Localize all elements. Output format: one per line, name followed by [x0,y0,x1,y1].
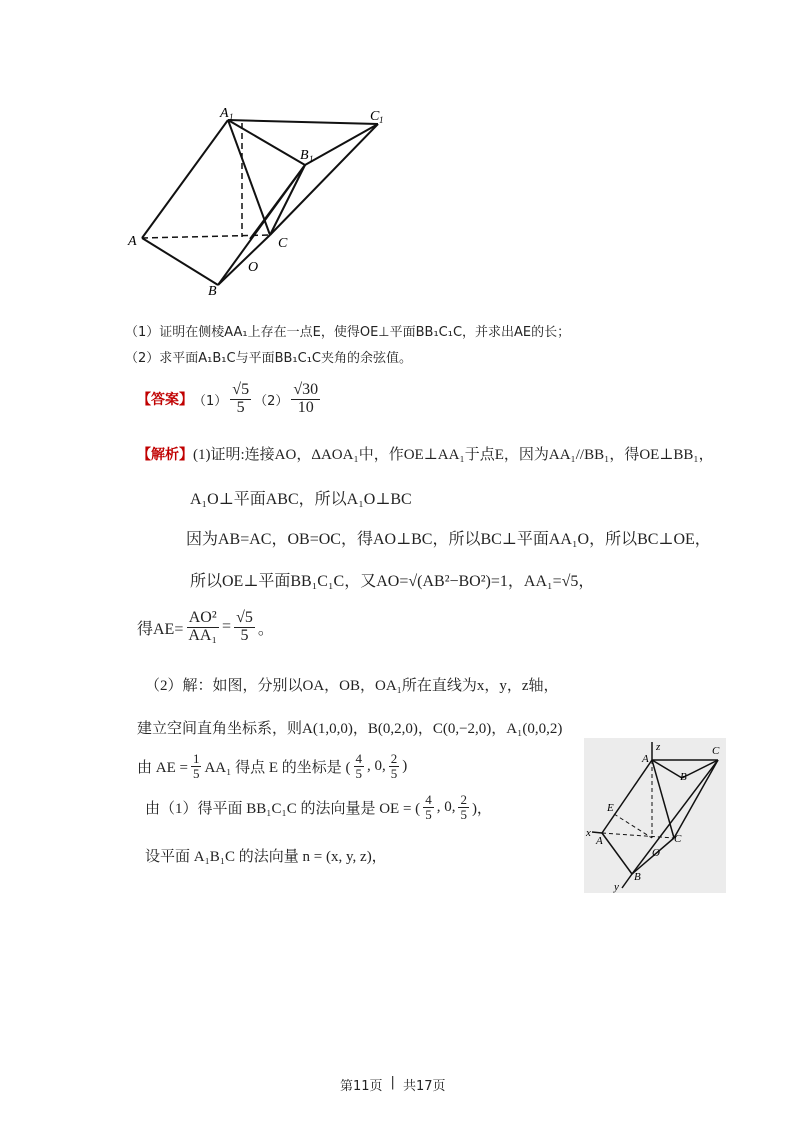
page-number: 第11页 [340,1079,383,1094]
ae-frac1-num: AO² [188,609,217,626]
page-total: 共17页 [402,1079,446,1094]
fig2-label-z: z [656,741,661,753]
label-a: A [128,234,137,249]
normal-z [458,793,469,821]
ae-fraction-2 [234,610,255,645]
fig2-label-a1: A [642,753,649,765]
analysis-line-9 [145,793,492,821]
ratio-den: 5 [192,765,200,781]
analysis-line-4: 所以OE⊥平面BB₁C₁C，又AO=√(AB²−BO²)=1，AA₁=√5， [190,573,595,590]
analysis-line-5 [137,610,274,645]
normal-z-num: 2 [460,792,467,807]
analysis-line-10: 设平面 A₁B₁C 的法向量 n = (x, y, z)， [145,849,387,865]
answer-part1-label: （1） [193,393,228,409]
fig2-label-a: A [596,835,603,847]
answer-2-den: 10 [297,398,314,416]
e-coord-prefix: 由 AE = [137,759,188,776]
fig2-label-y: y [614,881,619,893]
fig2-label-c: C [674,833,682,845]
fig2-label-x: x [586,827,591,839]
ae-end: 。 [257,620,274,638]
coordinate-figure [584,738,726,893]
ae-equals: = [222,618,232,636]
e-coord-end: ) [402,757,408,774]
question-2: （2）求平面A₁B₁C与平面BB₁C₁C夹角的余弦值。 [125,351,412,366]
normal-x-num: 4 [425,792,432,807]
e-coord-mid: AA₁ 得点 E 的坐标是 ( [204,759,351,776]
answer-2-num: √30 [293,381,319,398]
e-coord-ratio [191,752,202,780]
analysis-line-1 [137,443,714,464]
answer-1-num: √5 [232,381,250,398]
analysis-line-3: 因为AB=AC，OB=OC，得AO⊥BC，所以BC⊥平面AA₁O，所以BC⊥OE， [186,531,711,548]
answer-line [137,382,323,417]
label-a1-sub: 1 [229,112,234,122]
fig2-label-e: E [607,802,614,814]
answer-2-fraction [291,382,320,417]
e-x-den: 5 [355,765,363,781]
footer-separator: | [390,1075,395,1090]
label-b1-sub: 1 [309,154,314,164]
answer-tag: 【答案】 [137,392,193,409]
analysis-line-8 [137,752,407,780]
analysis-line-2: A₁O⊥平面ABC，所以A₁O⊥BC [190,491,412,508]
ae-frac1-den: AA₁ [188,626,218,644]
e-coord-x [354,752,365,780]
normal-end: )， [471,800,492,817]
normal-z-den: 5 [460,806,467,822]
fig2-label-b: B [634,871,641,883]
prism-figure [120,95,400,300]
ratio-num: 1 [192,751,200,766]
label-c1-sub: 1 [379,115,384,125]
fig2-label-o: O [652,847,660,859]
e-coord-sep: , 0, [367,757,386,774]
label-b1: B [300,148,309,163]
ae-frac2-den: 5 [240,626,249,644]
answer-1-fraction [230,382,251,417]
answer-1-den: 5 [236,398,245,416]
ae-prefix: 得AE= [137,620,184,638]
label-c1: C [370,109,380,124]
analysis-line-7: 建立空间直角坐标系，则A(1,0,0)，B(0,2,0)，C(0,−2,0)，A₁(0,0,2) [137,721,563,737]
normal-x [423,793,434,821]
ae-fraction-1 [186,610,219,645]
e-z-num: 2 [390,751,398,766]
normal-prefix: 由（1）得平面 BB₁C₁C 的法向量是 OE = ( [145,800,421,817]
fig2-label-b1: B [680,771,687,783]
e-coord-z [389,752,400,780]
normal-sep: , 0, [436,798,456,815]
page-footer [340,1075,445,1094]
label-c: C [278,236,288,251]
label-b: B [208,284,217,299]
ae-frac2-num: √5 [236,609,253,626]
e-z-den: 5 [390,765,398,781]
label-o: O [248,260,259,275]
normal-x-den: 5 [425,806,432,822]
analysis-text-1: (1)证明:连接AO，ΔAOA₁中，作OE⊥AA₁于点E，因为AA₁//BB₁，得OE⊥BB₁， [193,447,714,463]
label-a1: A [220,106,229,121]
fig2-label-c1: C [712,745,720,757]
e-x-num: 4 [355,751,363,766]
analysis-tag: 【解析】 [137,446,193,463]
answer-part2-label: （2） [254,393,289,409]
analysis-line-6: （2）解：如图，分别以OA，OB，OA₁所在直线为x，y，z轴， [145,678,559,694]
question-1: （1）证明在侧棱AA₁上存在一点E，使得OE⊥平面BB₁C₁C，并求出AE的长； [125,325,571,340]
